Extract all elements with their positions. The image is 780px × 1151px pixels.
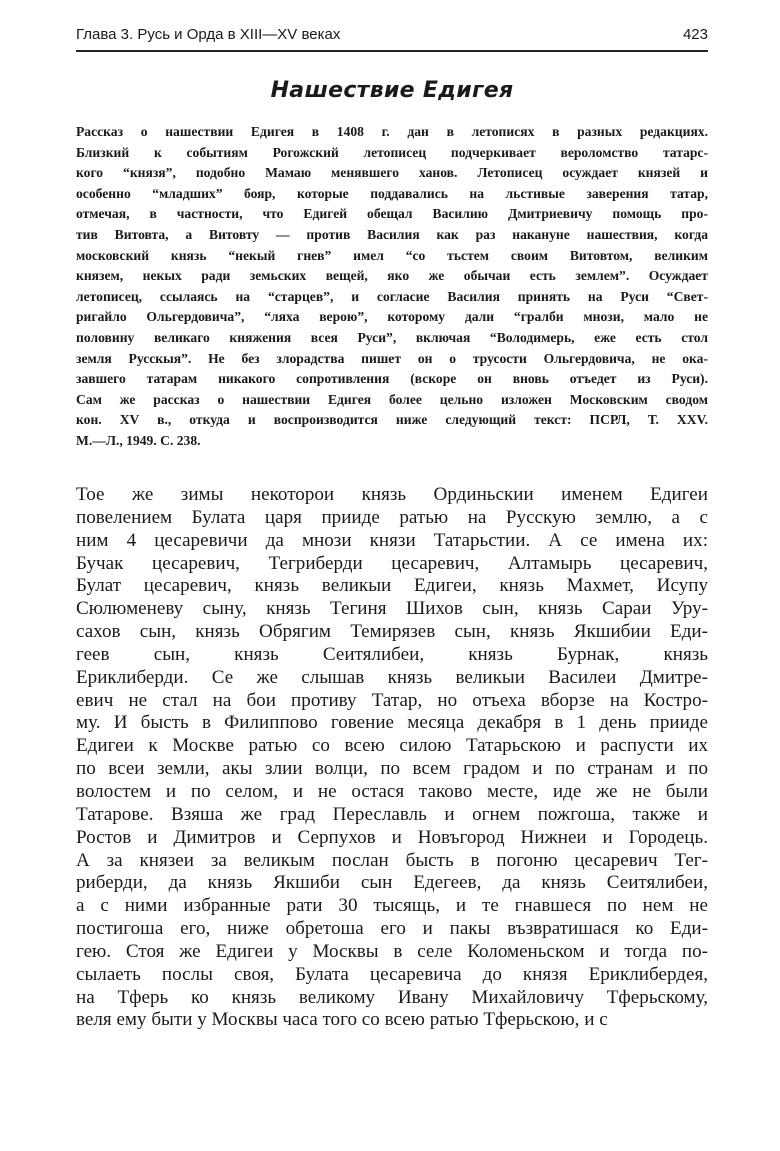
intro-line: половину великаго княжения всея Руси”, включая “Володимерь, еже есть стол <box>76 329 708 345</box>
intro-line: ригайло Ольгердовича”, “ляха верою”, которому дали “гралби мнози, мало не <box>76 309 708 325</box>
intro-line: Рассказ о нашествии Едигея в 1408 г. дан в летописях в разных редакциях. <box>76 124 708 139</box>
intro-line: отмечая, в частности, что Едигей обещал Василию Дмитриевичу помощь про- <box>76 206 708 222</box>
text-line: Булат цесаревич, князь великыи Едигеи, князь Махмет, Исупу <box>76 575 708 597</box>
intro-line: М.—Л., 1949. С. 238. <box>76 432 201 448</box>
intro-line: особенно “младших” бояр, которые поддавались на льстивые заверения татар, <box>76 185 708 201</box>
text-line: Татарове. Взяша же град Переславль и огнем пожгоша, также и <box>76 803 708 825</box>
text-line: сахов сын, князь Обрягим Темирязев сын, князь Якшибии Еди- <box>76 621 708 643</box>
text-line: Сюлюменеву сыну, князь Тегиня Шихов сын, князь Сараи Уру- <box>76 598 708 620</box>
intro-paragraph <box>76 122 708 452</box>
intro-line: московский князь “некый гнев” имел “со тьстем своим Витовтом, великим <box>76 247 708 263</box>
text-line: волостем и по селом, и не остася таково месте, иде же не были <box>76 780 708 802</box>
text-line: постигоша его, ниже обретоша его и пакы възвратишася ко Еди- <box>76 918 708 940</box>
intro-line: кого “князя”, подобно Мамаю менявшего ханов. Летописец осуждает князей и <box>76 165 708 181</box>
text-line: геев сын, князь Сеитялибеи, князь Бурнак, князь <box>76 643 708 665</box>
header-rule <box>76 50 708 52</box>
intro-line: завшего татарам никакого сопротивления (вскоре он вновь отъедет из Руси). <box>76 371 708 387</box>
text-line: повелением Булата царя прииде ратью на Русскую землю, а с <box>76 506 708 528</box>
text-line: Едигеи к Москве ратью со всею силою Татарьскою и распусти их <box>76 735 708 757</box>
intro-line: тив Витовта, а Витовту — против Василия как раз накануне нашествия, когда <box>76 226 708 242</box>
intro-line: Близкий к событиям Рогожский летописец подчеркивает вероломство татарс- <box>76 144 708 160</box>
page-number: 423 <box>682 26 708 43</box>
intro-line: Сам же рассказ о нашествии Едигея более цельно изложен Московским сводом <box>76 391 708 407</box>
text-line: Тое же зимы некоторои князь Ординьскии именем Едигеи <box>76 484 708 505</box>
text-line: гею. Стоя же Едигеи у Москвы в селе Коломеньском и тогда по- <box>76 940 708 962</box>
text-line: веля ему быти у Москвы часа того со всею ратью Тферьскою, и с <box>76 1009 608 1031</box>
running-title: Глава 3. Русь и Орда в XIII—XV веках <box>76 26 341 43</box>
section-title: Нашествие Едигея <box>270 78 514 103</box>
intro-line: летописец, ссылаясь на “старцев”, и согласие Василия принять на Руси “Свет- <box>76 288 708 304</box>
text-line: на Тферь ко князь великому Ивану Михайловичу Тферьскому, <box>76 986 708 1008</box>
text-line: Бучак цесаревич, Тегриберди цесаревич, Алтамырь цесаревич, <box>76 552 708 574</box>
intro-line: кон. XV в., откуда и воспроизводится ниже следующий текст: ПСРЛ, Т. XXV. <box>76 412 708 428</box>
text-line: евич не стал на бои противу Татар, но отъеха вборзе на Костро- <box>76 689 708 711</box>
text-line: Ростов и Димитров и Серпухов и Новъгород Нижнеи и Городець. <box>76 826 708 848</box>
text-line: Ериклиберди. Се же слышав князь великыи Василеи Дмитре- <box>76 666 708 688</box>
running-header <box>76 26 708 48</box>
text-line: по всеи земли, акы злии волци, по всем градом и по странам и по <box>76 758 708 780</box>
intro-line: князем, некых ради земьских вещей, яко же обычаи есть землем”. Осуждает <box>76 268 708 284</box>
text-line: риберди, да князь Якшиби сын Едегеев, да князь Сеитялибеи, <box>76 872 708 894</box>
text-line: сылаеть послы своя, Булата цесаревича до князя Ериклибердея, <box>76 963 708 985</box>
chronicle-text <box>76 484 708 1032</box>
text-line: а с ними избранные рати 30 тысящь, и те гнавшеся по нем не <box>76 895 708 917</box>
text-line: А за князеи за великым послан бысть в погоню цесаревич Тег- <box>76 849 708 871</box>
text-line: му. И бысть в Филиппово говение месяца декабря в 1 день прииде <box>76 712 708 734</box>
intro-line: земля Русскыя”. Не без злорадства пишет он о трусости Ольгердовича, не ока- <box>76 350 708 366</box>
text-line: ним 4 цесаревичи да мнози князи Татарьстии. А се имена их: <box>76 529 708 551</box>
